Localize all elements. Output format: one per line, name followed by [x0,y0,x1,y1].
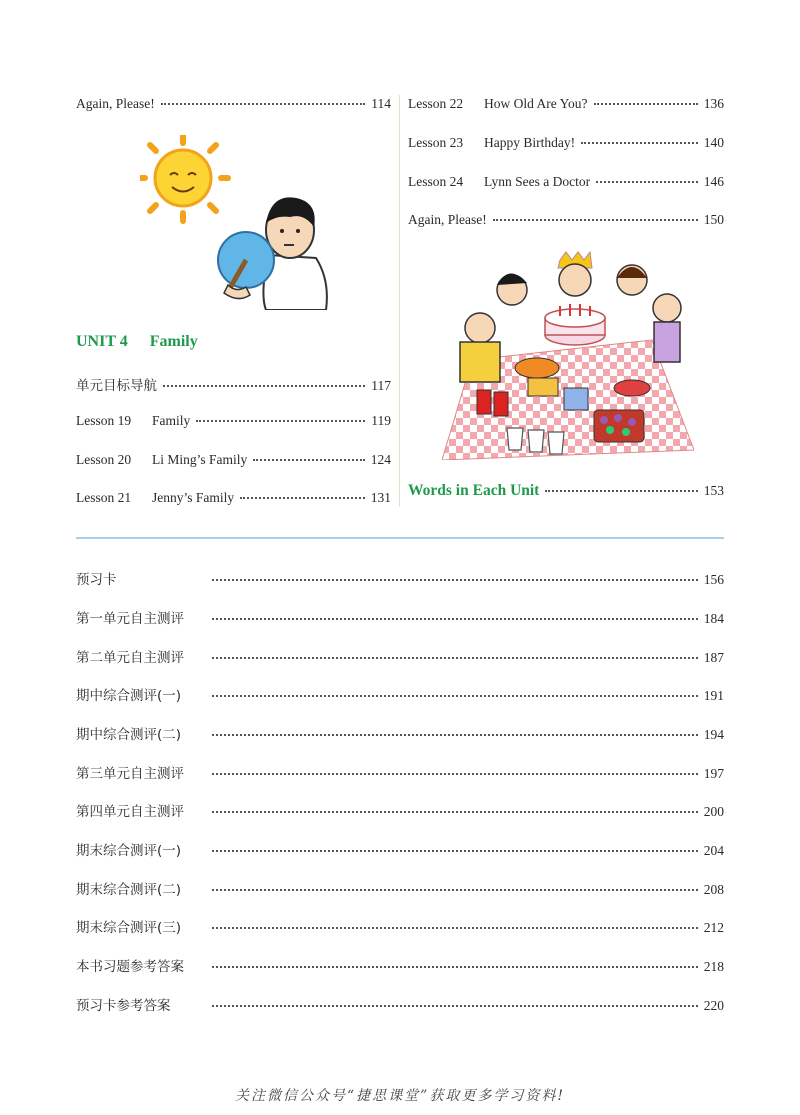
toc-entry-words-in-each-unit[interactable] [408,482,724,500]
appendix-entry[interactable] [76,878,724,898]
lesson-title: Family [152,413,191,428]
entry-label: 第四单元自主测评 [76,804,184,820]
entry-label: 本书习题参考答案 [76,959,184,975]
lesson-number: Lesson 19 [76,413,132,428]
toc-entry-lesson-21[interactable] [76,490,391,506]
entry-page: 131 [370,490,391,505]
entry-label: 预习卡 [76,572,117,588]
birthday-party-illustration [442,250,694,460]
lesson-title: Li Ming’s Family [152,452,248,467]
lesson-number: Lesson 20 [76,452,132,467]
leader-dots [240,497,365,499]
entry-label: Again, Please! [76,96,155,111]
footer-note: 关注微信公众号“捷思课堂”获取更多学习资料! [235,1088,565,1104]
lesson-number: Lesson 22 [408,96,464,111]
appendix-entry[interactable] [76,839,724,859]
section-rule [76,537,724,539]
entry-label: 期中综合测评(二) [76,727,182,743]
entry-label: Again, Please! [408,212,487,227]
appendix-entry[interactable] [76,800,724,820]
leader-dots [212,734,698,736]
toc-entry-again-please-right[interactable] [408,212,724,228]
entry-label: 期末综合测评(一) [76,843,182,859]
entry-page: 187 [703,650,724,665]
leader-dots [545,490,697,492]
entry-label: Words in Each Unit [408,482,540,499]
toc-entry-lesson-24[interactable] [408,174,724,190]
entry-page: 197 [703,766,724,781]
entry-page: 218 [703,959,724,974]
leader-dots [253,459,364,461]
entry-label: 期中综合测评(一) [76,688,182,704]
appendix-entry[interactable] [76,646,724,666]
leader-dots [493,219,698,221]
appendix-entry[interactable] [76,955,724,975]
entry-page: 200 [703,804,724,819]
entry-page: 212 [703,920,724,935]
appendix-entry[interactable] [76,568,724,588]
lesson-title: How Old Are You? [484,96,588,111]
entry-label: 期末综合测评(二) [76,882,182,898]
entry-page: 204 [703,843,724,858]
toc-entry-lesson-23[interactable] [408,135,724,151]
lesson-title: Lynn Sees a Doctor [484,174,591,189]
appendix-entry[interactable] [76,684,724,704]
entry-label: 期末综合测评(三) [76,920,182,936]
svg-text:?: ? [290,204,297,219]
unit-title: Family [149,333,198,350]
lesson-number: Lesson 24 [408,174,464,189]
leader-dots [212,1005,698,1007]
entry-page: 208 [703,882,724,897]
leader-dots [212,850,698,852]
entry-page: 194 [703,727,724,742]
entry-page: 146 [703,174,724,189]
leader-dots [212,579,698,581]
birthday-cake-icon [545,304,605,345]
leader-dots [212,889,698,891]
appendix-entry[interactable] [76,762,724,782]
leader-dots [212,695,698,697]
entry-label: 第二单元自主测评 [76,650,184,666]
leader-dots [161,103,366,105]
toc-entry-lesson-19[interactable] [76,413,391,429]
entry-page: 156 [703,572,724,587]
leader-dots [163,385,365,387]
lesson-number: Lesson 21 [76,490,132,505]
entry-page: 220 [703,998,724,1013]
entry-label: 第三单元自主测评 [76,766,184,782]
toc-entry-lesson-20[interactable] [76,452,391,468]
entry-page: 191 [703,688,724,703]
lesson-number: Lesson 23 [408,135,464,150]
leader-dots [212,773,698,775]
toc-entry-lesson-22[interactable] [408,96,724,112]
appendix-entry[interactable] [76,607,724,627]
hot-day-illustration [140,135,330,310]
entry-label: 单元目标导航 [76,378,157,394]
entry-label: 预习卡参考答案 [76,998,171,1014]
leader-dots [212,966,698,968]
leader-dots [196,420,365,422]
toc-entry-unit-goals[interactable] [76,374,391,394]
appendix-entry[interactable] [76,723,724,743]
entry-page: 184 [703,611,724,626]
entry-page: 140 [703,135,724,150]
leader-dots [596,181,698,183]
entry-page: 124 [370,452,391,467]
entry-label: 第一单元自主测评 [76,611,184,627]
leader-dots [594,103,698,105]
entry-page: 136 [703,96,724,111]
sun-icon [140,135,228,221]
entry-page: 114 [371,96,391,111]
appendix-entry[interactable] [76,994,724,1014]
entry-page: 119 [371,413,391,428]
entry-page: 117 [371,378,391,393]
lesson-title: Jenny’s Family [152,490,235,505]
leader-dots [212,657,698,659]
unit-4-heading [76,333,198,351]
lesson-title: Happy Birthday! [484,135,576,150]
boy-fanning-icon [218,197,327,310]
leader-dots [212,618,698,620]
appendix-entry[interactable] [76,916,724,936]
leader-dots [212,927,698,929]
entry-page: 153 [703,483,724,498]
leader-dots [212,811,698,813]
toc-entry-again-please-left[interactable] [76,96,391,112]
leader-dots [581,142,698,144]
column-divider [399,95,400,507]
entry-page: 150 [703,212,724,227]
unit-number: UNIT 4 [76,333,128,350]
